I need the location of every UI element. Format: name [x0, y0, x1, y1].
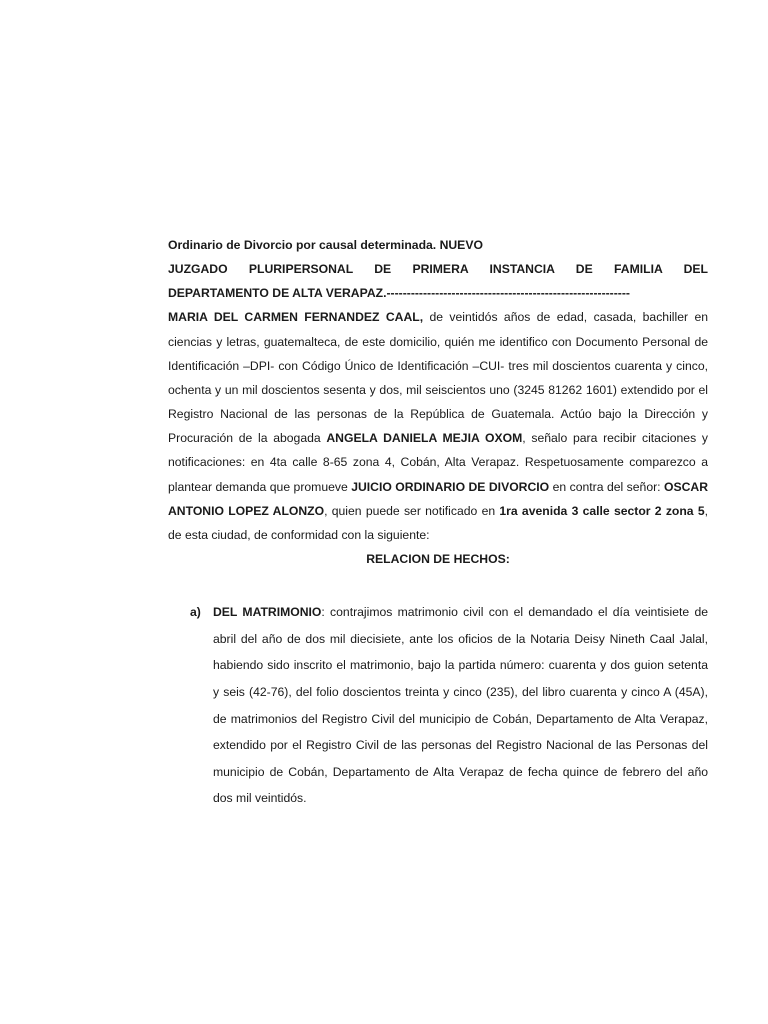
court-name-line-2: DEPARTAMENTO DE ALTA VERAPAZ.------------------------------------------------------------ [168, 286, 630, 301]
intro-text-4: , quien puede ser notificado en [324, 503, 500, 518]
fact-marker: a) [190, 605, 201, 620]
intro-paragraph [168, 305, 708, 547]
intro-text-1: de veintidós años de edad, casada, bachiller en ciencias y letras, guatemalteca, de este domicilio, quién me identifico con Documento Personal de Identificación –DPI- con Código Único de Identificación –CUI- tres mil doscientos cuarenta y cinco, ochenta y un mil doscientos sesenta y dos, mil seiscientos uno (3245 81262 1601) extendido por el Registro Nacional de las personas de la República de Guatemala. Actúo bajo la Dirección y Procuración de la abogada [168, 310, 708, 446]
fact-item [168, 599, 708, 812]
case-type: JUICIO ORDINARIO DE DIVORCIO [351, 479, 550, 494]
petitioner-name: MARIA DEL CARMEN FERNANDEZ CAAL, [168, 310, 424, 325]
court-name-line-1: JUZGADO PLURIPERSONAL DE PRIMERA INSTANCIA DE FAMILIA DEL [168, 262, 708, 277]
fact-heading: DEL MATRIMONIO [213, 605, 322, 620]
intro-text-3: en contra del señor: [549, 479, 664, 494]
intro-text-2: , señalo para recibir citaciones y notificaciones: en 4ta calle 8-65 zona 4, Cobán, Alta Verapaz. Respetuosamente comparezco a plantear demanda que promueve [168, 431, 708, 494]
defendant-name: OSCAR ANTONIO LOPEZ ALONZO [168, 479, 709, 518]
document-body [168, 233, 708, 812]
intro-text-5: , de esta ciudad, de conformidad con la siguiente: [168, 503, 708, 542]
lawyer-name: ANGELA DANIELA MEJIA OXOM [326, 431, 523, 446]
section-title: RELACION DE HECHOS: [366, 552, 510, 567]
defendant-address: 1ra avenida 3 calle sector 2 zona 5 [499, 503, 705, 518]
fact-text: : contrajimos matrimonio civil con el demandado el día veintisiete de abril del año de dos mil diecisiete, ante los oficios de la Notaria Deisy Nineth Caal Jalal, habiendo sido inscrito el matrimonio, bajo la partida número: cuarenta y dos guion setenta y seis (42-76), del folio doscientos treinta y cinco (235), del libro cuarenta y cinco A (45A), de matrimonios del Registro Civil del municipio de Cobán, Departamento de Alta Verapaz, extendido por el Registro Civil de las personas del Registro Nacional de las Personas del municipio de Cobán, Departamento de Alta Verapaz de fecha quince de febrero del año dos mil veintidós. [213, 605, 708, 806]
document-title: Ordinario de Divorcio por causal determinada. NUEVO [168, 238, 483, 252]
